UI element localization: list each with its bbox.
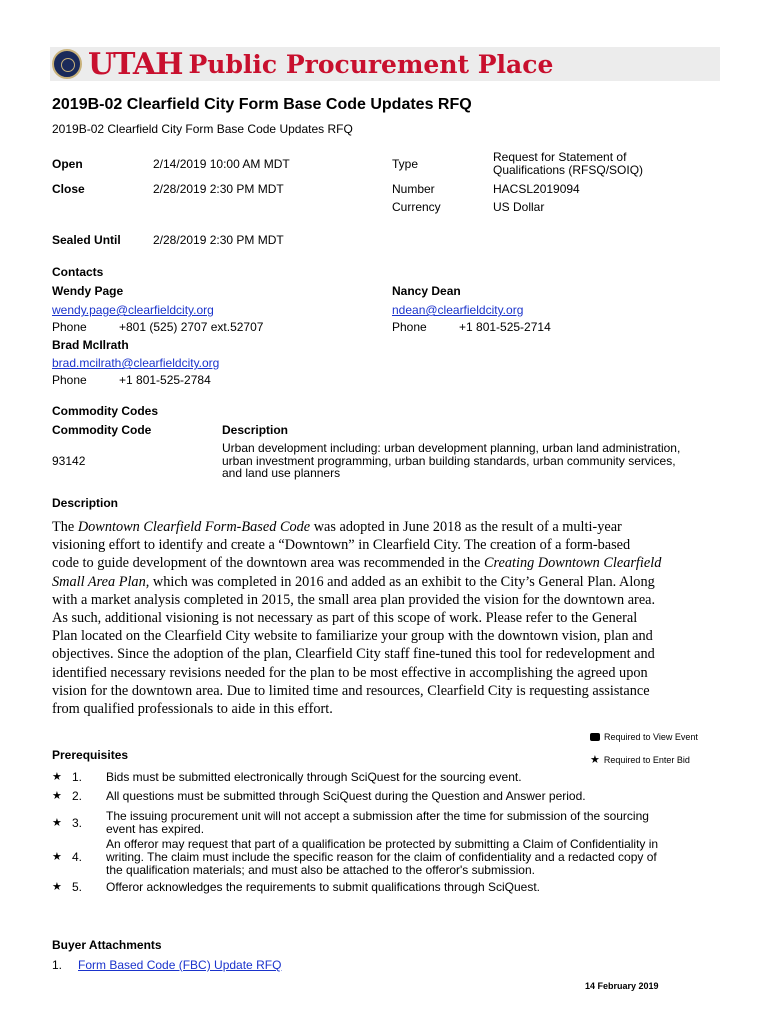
description-line: visioning effort to identify and create a “Downtown” in Clearfield City. The creation of a form-based bbox=[52, 537, 631, 554]
prerequisite-text: An offeror may request that part of a qualification be protected by submitting a Claim of Confidentiality in writing. The claim must include the specific reason for the claim of confidentiality and a redacted copy of the qualification materials; and must also be attached to the offeror's submission. bbox=[106, 837, 659, 877]
commodity-code-header: Commodity Code bbox=[52, 423, 152, 437]
close-value: 2/28/2019 2:30 PM MDT bbox=[153, 182, 284, 196]
contact-phone-label: Phone bbox=[392, 320, 427, 334]
description-line: vision for the downtown area. Due to limited time and resources, Clearfield City is requesting assistance bbox=[52, 682, 650, 699]
utah-seal-icon bbox=[52, 49, 82, 79]
type-label: Type bbox=[392, 157, 419, 171]
contact-email-wendy[interactable]: wendy.page@clearfieldcity.org bbox=[52, 303, 214, 317]
description-line: identified necessary revisions needed for the plan to be most effective in accomplishing the agreed upon bbox=[52, 664, 648, 681]
description-line: As such, additional visioning is not necessary as part of this scope of work. Please refer to the General bbox=[52, 610, 638, 627]
description-line: The Downtown Clearfield Form-Based Code was adopted in June 2018 as the result of a multi-year bbox=[52, 519, 622, 535]
attachments-heading: Buyer Attachments bbox=[52, 938, 162, 952]
star-icon: ★ bbox=[52, 790, 62, 802]
prerequisite-number: 5. bbox=[72, 880, 83, 894]
footer-date: 14 February 2019 bbox=[585, 981, 659, 991]
contact-phone-nancy: +1 801-525-2714 bbox=[459, 320, 551, 334]
prerequisite-number: 3. bbox=[72, 815, 83, 830]
commodity-code: 93142 bbox=[52, 454, 86, 468]
description-heading: Description bbox=[52, 496, 119, 510]
open-value: 2/14/2019 10:00 AM MDT bbox=[153, 157, 290, 171]
contact-phone-label: Phone bbox=[52, 373, 87, 387]
contact-name-nancy: Nancy Dean bbox=[392, 284, 461, 298]
banner-utah: UTAH bbox=[88, 46, 183, 82]
contact-phone-brad: +1 801-525-2784 bbox=[119, 373, 211, 387]
site-banner bbox=[50, 47, 720, 81]
commodity-heading: Commodity Codes bbox=[52, 404, 159, 418]
currency-label: Currency bbox=[392, 200, 441, 214]
star-icon: ★ bbox=[52, 851, 62, 863]
prerequisite-text: Bids must be submitted electronically through SciQuest for the sourcing event. bbox=[106, 770, 522, 784]
contacts-heading: Contacts bbox=[52, 265, 104, 279]
star-icon: ★ bbox=[52, 771, 62, 783]
contact-phone-label: Phone bbox=[52, 320, 87, 334]
description-line: with a market analysis completed in 2015, the small area plan provided the vision for the downtown area. bbox=[52, 591, 656, 608]
sealed-label: Sealed Until bbox=[52, 233, 121, 247]
star-icon: ★ bbox=[52, 881, 62, 893]
legend-view: Required to View Event bbox=[590, 732, 698, 742]
lock-icon bbox=[590, 733, 600, 741]
banner-title: Public Procurement Place bbox=[188, 49, 554, 79]
close-label: Close bbox=[52, 182, 85, 196]
prerequisites-heading: Prerequisites bbox=[52, 748, 129, 762]
page-subtitle: 2019B-02 Clearfield City Form Base Code Updates RFQ bbox=[52, 122, 353, 136]
contact-name-brad: Brad McIlrath bbox=[52, 338, 129, 352]
contact-email-nancy[interactable]: ndean@clearfieldcity.org bbox=[392, 303, 524, 317]
prerequisite-text: All questions must be submitted through SciQuest during the Question and Answer period. bbox=[106, 789, 586, 803]
page-title: 2019B-02 Clearfield City Form Base Code Updates RFQ bbox=[52, 96, 472, 113]
description-line: Plan located on the Clearfield City website to familiarize your group with the downtown vision, plan and bbox=[52, 628, 653, 645]
currency-value: US Dollar bbox=[493, 200, 545, 214]
prerequisite-number: 4. bbox=[72, 850, 83, 864]
sealed-value: 2/28/2019 2:30 PM MDT bbox=[153, 233, 284, 247]
type-value: Request for Statement of Qualifications (RFSQ/SOIQ) bbox=[493, 150, 644, 177]
description-line: from qualified professionals to aide in this effort. bbox=[52, 701, 333, 718]
contact-email-brad[interactable]: brad.mcilrath@clearfieldcity.org bbox=[52, 356, 220, 370]
prerequisite-text: Offeror acknowledges the requirements to submit qualifications through SciQuest. bbox=[106, 880, 541, 894]
prerequisite-number: 1. bbox=[72, 770, 83, 784]
attachment-link[interactable]: Form Based Code (FBC) Update RFQ bbox=[78, 958, 282, 972]
description-body bbox=[52, 518, 722, 718]
contact-phone-wendy: +801 (525) 2707 ext.52707 bbox=[119, 320, 264, 334]
number-value: HACSL2019094 bbox=[493, 182, 580, 196]
attachment-num: 1. bbox=[52, 958, 63, 972]
prerequisite-text: The issuing procurement unit will not accept a submission after the time for submission of the sourcing event has expired. bbox=[106, 809, 649, 836]
prerequisite-number: 2. bbox=[72, 789, 83, 803]
description-line: Small Area Plan, which was completed in 2016 and added as an exhibit to the City’s General Plan. Along bbox=[52, 573, 655, 590]
star-icon: ★ bbox=[52, 816, 62, 829]
legend-bid: ★ Required to Enter Bid bbox=[590, 754, 690, 766]
star-icon: ★ bbox=[590, 754, 600, 766]
open-label: Open bbox=[52, 157, 83, 171]
description-line: code to guide development of the downtown area was recommended in the Creating Downtown Clearfield bbox=[52, 555, 662, 572]
contact-name-wendy: Wendy Page bbox=[52, 284, 124, 298]
commodity-desc: Urban development including: urban development planning, urban land administration, urban investment programming, urban building standards, urban community services, and land use planners bbox=[222, 441, 681, 480]
commodity-desc-header: Description bbox=[222, 423, 289, 437]
number-label: Number bbox=[392, 182, 435, 196]
description-line: objectives. Since the adoption of the plan, Clearfield City staff fine-tuned this tool for redevelopment and bbox=[52, 646, 655, 663]
